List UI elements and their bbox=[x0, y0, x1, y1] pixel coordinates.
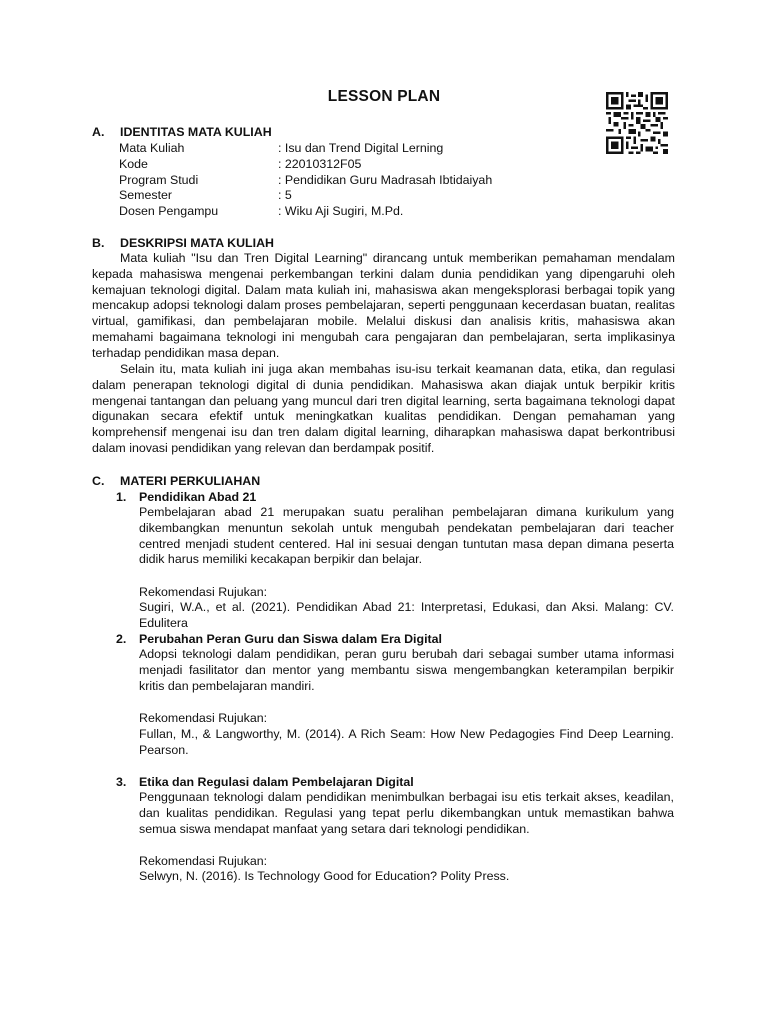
section-a-title: IDENTITAS MATA KULIAH bbox=[120, 125, 272, 139]
section-a-heading bbox=[92, 125, 272, 139]
description-paragraph-1: Mata kuliah "Isu dan Tren Digital Learning" dirancang untuk memberikan pemahaman mendalam kepada mahasiswa mengenai perkembangan terkini dalam dunia pendidikan yang dipengaruhi oleh kemajuan teknologi digital. Dalam mata kuliah ini, mahasiswa akan mengeksplorasi berbagai topik yang mencakup adopsi teknologi dalam proses pembelajaran, seperti penggunaan kecerdasan buatan, realitas virtual, gamifikasi, dan pembelajaran mobile. Melalui diskusi dan analisis kritis, mahasiswa akan memahami bagaimana teknologi ini mengubah cara pengajaran dan pembelajaran, serta implikasinya terhadap pendidikan masa depan. bbox=[92, 251, 675, 360]
identity-row-program bbox=[119, 173, 492, 189]
section-b-heading bbox=[92, 236, 274, 250]
section-b-letter: B. bbox=[92, 236, 105, 250]
description-paragraph-2: Selain itu, mata kuliah ini juga akan membahas isu-isu terkait keamanan data, etika, dan regulasi dalam penerapan teknologi digital di dunia pendidikan. Mahasiswa akan diajak untuk berpikir kritis mengenai tantangan dan peluang yang muncul dari tren digital learning, serta bagaimana teknologi dapat digunakan secara efektif untuk meningkatkan kualitas pendidikan. Dengan pemahaman yang komprehensif mengenai isu dan tren dalam digital learning, diharapkan mahasiswa dapat berkontribusi dalam inovasi pendidikan yang relevan dan berdampak positif. bbox=[92, 362, 675, 455]
identity-value: : Wiku Aji Sugiri, M.Pd. bbox=[278, 204, 404, 219]
identity-row-code bbox=[119, 157, 492, 173]
reference-label: Rekomendasi Rujukan: bbox=[139, 711, 268, 725]
identity-value: : 22010312F05 bbox=[278, 156, 362, 171]
material-item-title: Etika dan Regulasi dalam Pembelajaran Digital bbox=[139, 775, 414, 789]
identity-value: : Isu dan Trend Digital Lerning bbox=[278, 141, 444, 155]
reference-text: Selwyn, N. (2016). Is Technology Good for Education? Polity Press. bbox=[139, 869, 510, 883]
identity-key: Kode bbox=[119, 156, 148, 171]
qr-code-icon bbox=[606, 92, 668, 154]
identity-key: Dosen Pengampu bbox=[119, 204, 219, 219]
identity-value: : Pendidikan Guru Madrasah Ibtidaiyah bbox=[278, 172, 493, 187]
identity-value: : 5 bbox=[278, 188, 292, 203]
reference-text: Fullan, M., & Langworthy, M. (2014). A Rich Seam: How New Pedagogies Find Deep Learning. Pearson. bbox=[139, 727, 674, 757]
material-item-title: Perubahan Peran Guru dan Siswa dalam Era Digital bbox=[139, 632, 442, 646]
page-title: LESSON PLAN bbox=[327, 88, 441, 105]
material-item-body: Pembelajaran abad 21 merupakan suatu peralihan pembelajaran dimana kurikulum yang dikembangkan menuntun sekolah untuk mengubah pendekatan pembelajaran dari teacher centred menjadi student centered. Hal ini sesuai dengan tuntutan masa depan dimana peserta didik harus memiliki kecakapan berpikir dan belajar. bbox=[139, 505, 674, 567]
identity-row-course bbox=[119, 141, 492, 157]
section-a-letter: A. bbox=[92, 125, 105, 139]
identity-key: Mata Kuliah bbox=[119, 141, 185, 155]
material-item-number: 2. bbox=[116, 632, 127, 646]
section-c-letter: C. bbox=[92, 474, 105, 488]
material-item-number: 3. bbox=[116, 775, 127, 789]
reference-text: Sugiri, W.A., et al. (2021). Pendidikan Abad 21: Interpretasi, Edukasi, dan Aksi. Malang: CV. Edulitera bbox=[139, 600, 674, 630]
identity-key: Semester bbox=[119, 188, 173, 203]
section-c-heading bbox=[92, 474, 260, 488]
reference-label: Rekomendasi Rujukan: bbox=[139, 854, 268, 868]
material-item-number: 1. bbox=[116, 490, 127, 504]
reference-label: Rekomendasi Rujukan: bbox=[139, 585, 268, 599]
section-c-title: MATERI PERKULIAHAN bbox=[120, 474, 261, 488]
material-item-body: Penggunaan teknologi dalam pendidikan menimbulkan berbagai isu etis terkait akses, keadilan, dan kualitas pendidikan. Regulasi yang tepat perlu dikembangkan untuk memastikan bahwa semua siswa mendapat manfaat yang setara dari teknologi pendidikan. bbox=[139, 790, 674, 836]
identity-row-lecturer bbox=[119, 204, 492, 220]
section-b-title: DESKRIPSI MATA KULIAH bbox=[120, 236, 274, 250]
material-item-title: Pendidikan Abad 21 bbox=[139, 490, 257, 504]
identity-key: Program Studi bbox=[119, 172, 199, 187]
material-item-body: Adopsi teknologi dalam pendidikan, peran guru berubah dari sebagai sumber utama informasi menjadi fasilitator dan mentor yang membantu siswa mengembangkan keterampilan berpikir kritis dan pembelajaran mandiri. bbox=[139, 647, 674, 693]
identity-row-semester bbox=[119, 188, 492, 204]
course-identity-table bbox=[119, 141, 492, 220]
